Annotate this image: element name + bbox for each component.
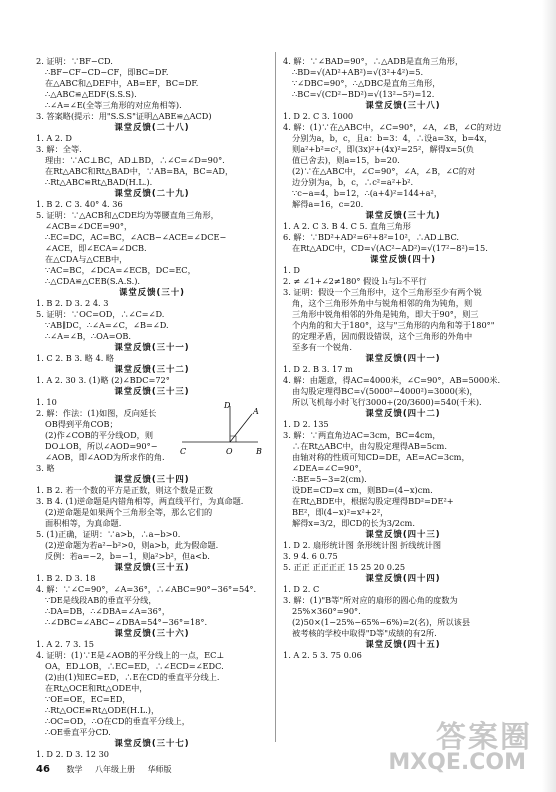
answer-line: 分别为a，b，c，且a：b=3：4，∴设a=3x，b=4x， — [292, 133, 493, 143]
answer-line: ∴BD=√(AD²+AB²)=√(3²+4²)=5. — [292, 67, 424, 77]
answer-line: 5. 正正 正正正正 15 25 20 0.25 — [283, 562, 406, 572]
answer-line: ∴OE垂直平分CD. — [45, 727, 111, 737]
answer-line: ∴BC=√(CD²−BD²)=√(13²−5²)=12. — [292, 89, 435, 99]
answer-line: OB得到平角COB； — [45, 419, 118, 429]
footer-edition: 华师版 — [147, 765, 172, 774]
answer-line: 由轴对称的性质可知CD=DE，AE=AC=3cm， — [292, 452, 470, 462]
answer-line: (2)50×(1−25%−65%−6%)=2(名)，所以该县 — [292, 617, 471, 627]
answer-line: OA，ED⊥OB，∴EC=ED，∴∠ECD=∠EDC. — [45, 661, 224, 671]
answer-line: 3. B 4. (1)逆命题是内错角相等，两直线平行，为真命题. — [36, 496, 244, 506]
answer-line: 3. 解：(1)"B等"所对应的扇形的圆心角的度数为 — [283, 595, 458, 605]
answer-line: 4. 解：(1)∵在△ABC中，∠C=90°，∠A，∠B，∠C的对边 — [283, 122, 502, 132]
answer-line: 1. D 2. C 3. 1000 — [283, 111, 354, 121]
footer-grade: 八年级上册 — [95, 765, 136, 774]
answer-line: 角，这个三角形外角中与锐角相邻的角为钝角，则 — [292, 298, 473, 308]
answer-line: 1. A 2. 30 3. (1)略 (2)∠BDC=72° — [36, 375, 170, 385]
answer-line: 1. B 2. D 3. 18 — [36, 573, 96, 583]
answer-line: ∵OE=OE，EC=ED， — [45, 694, 131, 704]
answer-line: 在Rt△OCE和Rt△ODE中， — [45, 683, 148, 693]
answer-line: ∴∠A=∠E(全等三角形的对应角相等). — [45, 100, 182, 110]
section-heading: 课堂反馈(三十八) — [365, 100, 441, 110]
answer-line: DO⊥OB，所以∠AOD=90°− — [45, 441, 158, 451]
column-divider — [275, 52, 276, 742]
answer-line: 5. 证明：∵△ACB和△CDE均为等腰直角三角形， — [36, 210, 219, 220]
answer-line: ∴DA=DB，∴∠DBA=∠A=36°， — [45, 606, 171, 616]
section-heading: 课堂反馈(三十四) — [114, 474, 190, 484]
answer-line: 6. 解：∵BD²+AD²=6²+8²=10²，∴AD⊥BC. — [283, 232, 460, 242]
answer-line: 3. 证明：假设一个三角形中，这个三角形至少有两个锐 — [283, 287, 482, 297]
answer-line: 在Rt△ADC中，CD=√(AC²−AD²)=√(17²−8²)=15. — [292, 243, 488, 253]
angle-figure — [180, 400, 270, 470]
answer-line: ∴Rt△OCE≌Rt△ODE(H.L.)， — [45, 705, 160, 715]
watermark-logo: 答案圈 — [436, 720, 532, 755]
answer-line: 1. D 2. 135 — [283, 419, 329, 429]
answer-line: ∴△CDA≌△CEB(S.A.S.). — [45, 276, 141, 286]
answer-line: 4. 解：∵∠BAD=90°，∴△ADB是直角三角形， — [283, 56, 464, 66]
answer-line: ∠ACE，即∠ECA=∠DCB. — [45, 243, 147, 253]
answer-line: 3. 解：∵两直角边AC=3cm，BC=4cm， — [283, 430, 441, 440]
answer-line: ∵AB∥DC，∴∠A=∠C，∠B=∠D. — [45, 320, 169, 330]
answer-line: 2. 解：作法：(1)如图，反向延长 — [36, 408, 157, 418]
section-heading: 课堂反馈(四十三) — [365, 529, 441, 539]
section-heading: 课堂反馈(三十一) — [114, 342, 190, 352]
section-heading: 课堂反馈(二十九) — [114, 188, 190, 198]
answer-line: 1. A 2. 7 3. 15 — [36, 639, 94, 649]
right-column — [283, 56, 523, 661]
section-heading: 课堂反馈(三十七) — [114, 738, 190, 748]
answer-line: 在Rt△BDE中，根据勾股定理得BD²=DE²+ — [292, 496, 454, 506]
page-footer — [36, 764, 182, 775]
answer-line: ∵DE是线段AB的垂直平分线， — [45, 595, 157, 605]
answer-line: 个内角的和大于180°，这与"三角形的内角和等于180°" — [292, 320, 495, 330]
section-heading: 课堂反馈(四十五) — [365, 639, 441, 649]
watermark-url: MXQE.COM — [388, 750, 526, 775]
page-number: 46 — [36, 764, 50, 775]
section-heading: 课堂反馈(三十五) — [114, 562, 190, 572]
answer-line: 三角形中锐角相邻的外角是钝角，即大于90°，则三 — [292, 309, 479, 319]
answer-line: ∴BE=5−3=2(cm). — [292, 474, 367, 484]
label-d: D — [224, 401, 231, 410]
section-heading: 课堂反馈(三十三) — [114, 386, 190, 396]
answer-line: ∠ACB=∠DCE=90°， — [45, 221, 133, 231]
answer-line: 理由：∵AC⊥BC，AD⊥BD，∴∠C=∠D=90°. — [45, 155, 225, 165]
answer-line: ∴Rt△ABC≌Rt△BAD(H.L.). — [45, 177, 153, 187]
section-heading: 课堂反馈(四十) — [370, 254, 436, 264]
answer-line: 至多有一个锐角. — [292, 342, 352, 352]
section-heading: 课堂反馈(四十四) — [365, 573, 441, 583]
answer-line: 1. D 2. B 3. 17 m — [283, 364, 353, 374]
answer-line: 3. 解：全等. — [36, 144, 82, 154]
section-heading: 课堂反馈(三十二) — [114, 364, 190, 374]
answer-line: (2)∵在△ABC中，∠C=90°，∠A，∠B，∠C的对 — [292, 166, 476, 176]
answer-line: (2)作∠COB的平分线OD，则 — [45, 430, 154, 440]
answer-line: 被考核的学校中取得"D等"成绩的有2所. — [292, 628, 437, 638]
answer-line: 2. 证明：∵BF−CD. — [36, 56, 113, 66]
answer-line: BE²，即(4−x)²=x²+2²， — [292, 507, 389, 517]
section-heading: 课堂反馈(二十八) — [114, 122, 190, 132]
label-b: B — [256, 447, 262, 456]
answer-line: 1. C 2. B 3. 略 4. 略 — [36, 353, 115, 363]
answer-line: ∵∠DBC=90°，∴△DBC是直角三角形， — [292, 78, 441, 88]
footer-subject: 数学 — [66, 765, 83, 774]
section-heading: 课堂反馈(三十六) — [114, 628, 190, 638]
answer-line: 解得a=16，c=20. — [292, 199, 364, 209]
answer-line: ∴∠DBC=∠ABC−∠DBA=54°−36°=18°. — [45, 617, 208, 627]
answer-line: 1. A 2. D — [36, 133, 72, 143]
answer-line: 4. 解：∵∠C=90°，∠A=36°，∴∠ABC=90°−36°=54°. — [36, 584, 257, 594]
answer-line: 设DE=CD=x cm，则BD=(4−x)cm. — [292, 485, 433, 495]
section-heading: 课堂反馈(四十一) — [365, 353, 441, 363]
label-o: O — [226, 447, 233, 456]
answer-line: 5. (1)正确，证明：∵a>b，∴a−b>0. — [36, 529, 181, 539]
answer-line: ∴∠A=∠B，∴OA=OB. — [45, 331, 131, 341]
answer-line: 1. A 2. C 3. B 4. C 5. 直角三角形 — [283, 221, 411, 231]
answer-line: 则a²+b²=c²，即(3x)²+(4x)²=25²，解得x=5(负 — [292, 144, 474, 154]
answer-line: 1. 10 — [36, 397, 57, 407]
answer-line: ∴EC=DC，AC=BC，∠ACB−∠ACE=∠DCE− — [45, 232, 227, 242]
answer-line: 解得x=3/2，即CD的长为3/2cm. — [292, 518, 415, 528]
answer-line: 1. B 2. C 3. 40° 4. 36 — [36, 199, 123, 209]
answer-line: 25%×360°=90°. — [292, 606, 361, 616]
answer-line: ∵AC=BC，∠DCA=∠ECB，DC=EC， — [45, 265, 196, 275]
answer-line: 的定理矛盾，因而假设错误，这个三角形的外角中 — [292, 331, 473, 341]
answer-line: ∴在Rt△ABC中，由勾股定理得AB=5cm. — [292, 441, 447, 451]
answer-line: (2)逆命题为若a²−b²>0，则a>b，此为假命题. — [45, 540, 219, 550]
answer-line: 2. ≠ ∠1+∠2≠180° 假设 l₁与l₂不平行 — [283, 276, 427, 286]
answer-line: 1. B 2. 若一个数的平方是正数，则这个数是正数 — [36, 485, 213, 495]
answer-line: 1. D — [283, 265, 300, 275]
answer-line: 3. 9 4. 6 0.75 — [283, 551, 338, 561]
answer-line: 所以飞机每小时飞行3000÷(20/3600)=540(千米). — [292, 397, 482, 407]
answer-line: 1. B 2. D 3. 2 4. 3 — [36, 298, 109, 308]
section-heading: 课堂反馈(四十二) — [365, 408, 441, 418]
answer-line: 在△ABC和△DEF中，AB=EF，BC=DF. — [45, 78, 199, 88]
answer-line: 反例：若a=−2，b=−1，则a²>b²，但a<b. — [45, 551, 210, 561]
answer-line: 在△CDA与△CEB中， — [45, 254, 128, 264]
answer-line: ∠DEA=∠C=90°， — [292, 463, 367, 473]
answer-line: ∵c−a=4，b=12，∴(a+4)²=144+a²， — [292, 188, 443, 198]
answer-line: 1. D 2. 扇形统计图 条形统计图 折线统计图 — [283, 540, 442, 550]
answer-line: 3. 略 — [36, 463, 55, 473]
answer-line: 由勾股定理得BC=√(5000²−4000²)=3000(米)， — [292, 386, 478, 396]
page-edge-shadow — [542, 0, 556, 792]
answer-line: ∠AOB，即∠AOD为所求作的角. — [45, 452, 165, 462]
answer-line: 值已舍去)，则a=15，b=20. — [292, 155, 400, 165]
answer-line: 4. 证明：(1)∵E是∠AOB的平分线上的一点，EC⊥ — [36, 650, 225, 660]
label-a: A — [253, 407, 259, 416]
answer-line: 3. 答案略(提示：用"S.S.S"证明△ABE≌△ACD) — [36, 111, 212, 121]
answer-line: (2)由(1)知EC=ED，∴E在CD的垂直平分线上. — [45, 672, 220, 682]
answer-line: 1. A 2. 5 3. 75 0.06 — [283, 650, 362, 660]
answer-line: ∴BF−CF−CD−CF，即BC=DF. — [45, 67, 169, 77]
answer-line: 1. D 2. D 3. 12 30 — [36, 749, 110, 759]
section-heading: 课堂反馈(三十) — [119, 287, 185, 297]
answer-line: ∴△ABC≌△EDF(S.S.S). — [45, 89, 137, 99]
answer-line: 1. D 2. C — [283, 584, 320, 594]
answer-line: 4. 解：由题意，得AC=4000米，∠C=90°，AB=5000米. — [283, 375, 501, 385]
answer-line: (2)逆命题是如果两个三角形全等，那么它们的 — [45, 507, 213, 517]
answer-line: 面积相等，为真命题. — [45, 518, 122, 528]
answer-line: 5. 证明：∵OC=OD，∴∠C=∠D. — [36, 309, 165, 319]
answer-line: ∴OC=OD，∴O在CD的垂直平分线上， — [45, 716, 190, 726]
answer-line: 在Rt△ABC和Rt△BAD中，∵AB=BA，BC=AD， — [45, 166, 234, 176]
section-heading: 课堂反馈(三十九) — [365, 210, 441, 220]
answer-line: 边分别为a，b，c，∴c²=a²+b². — [292, 177, 414, 187]
label-c: C — [180, 447, 187, 456]
ray-oa — [230, 414, 252, 442]
